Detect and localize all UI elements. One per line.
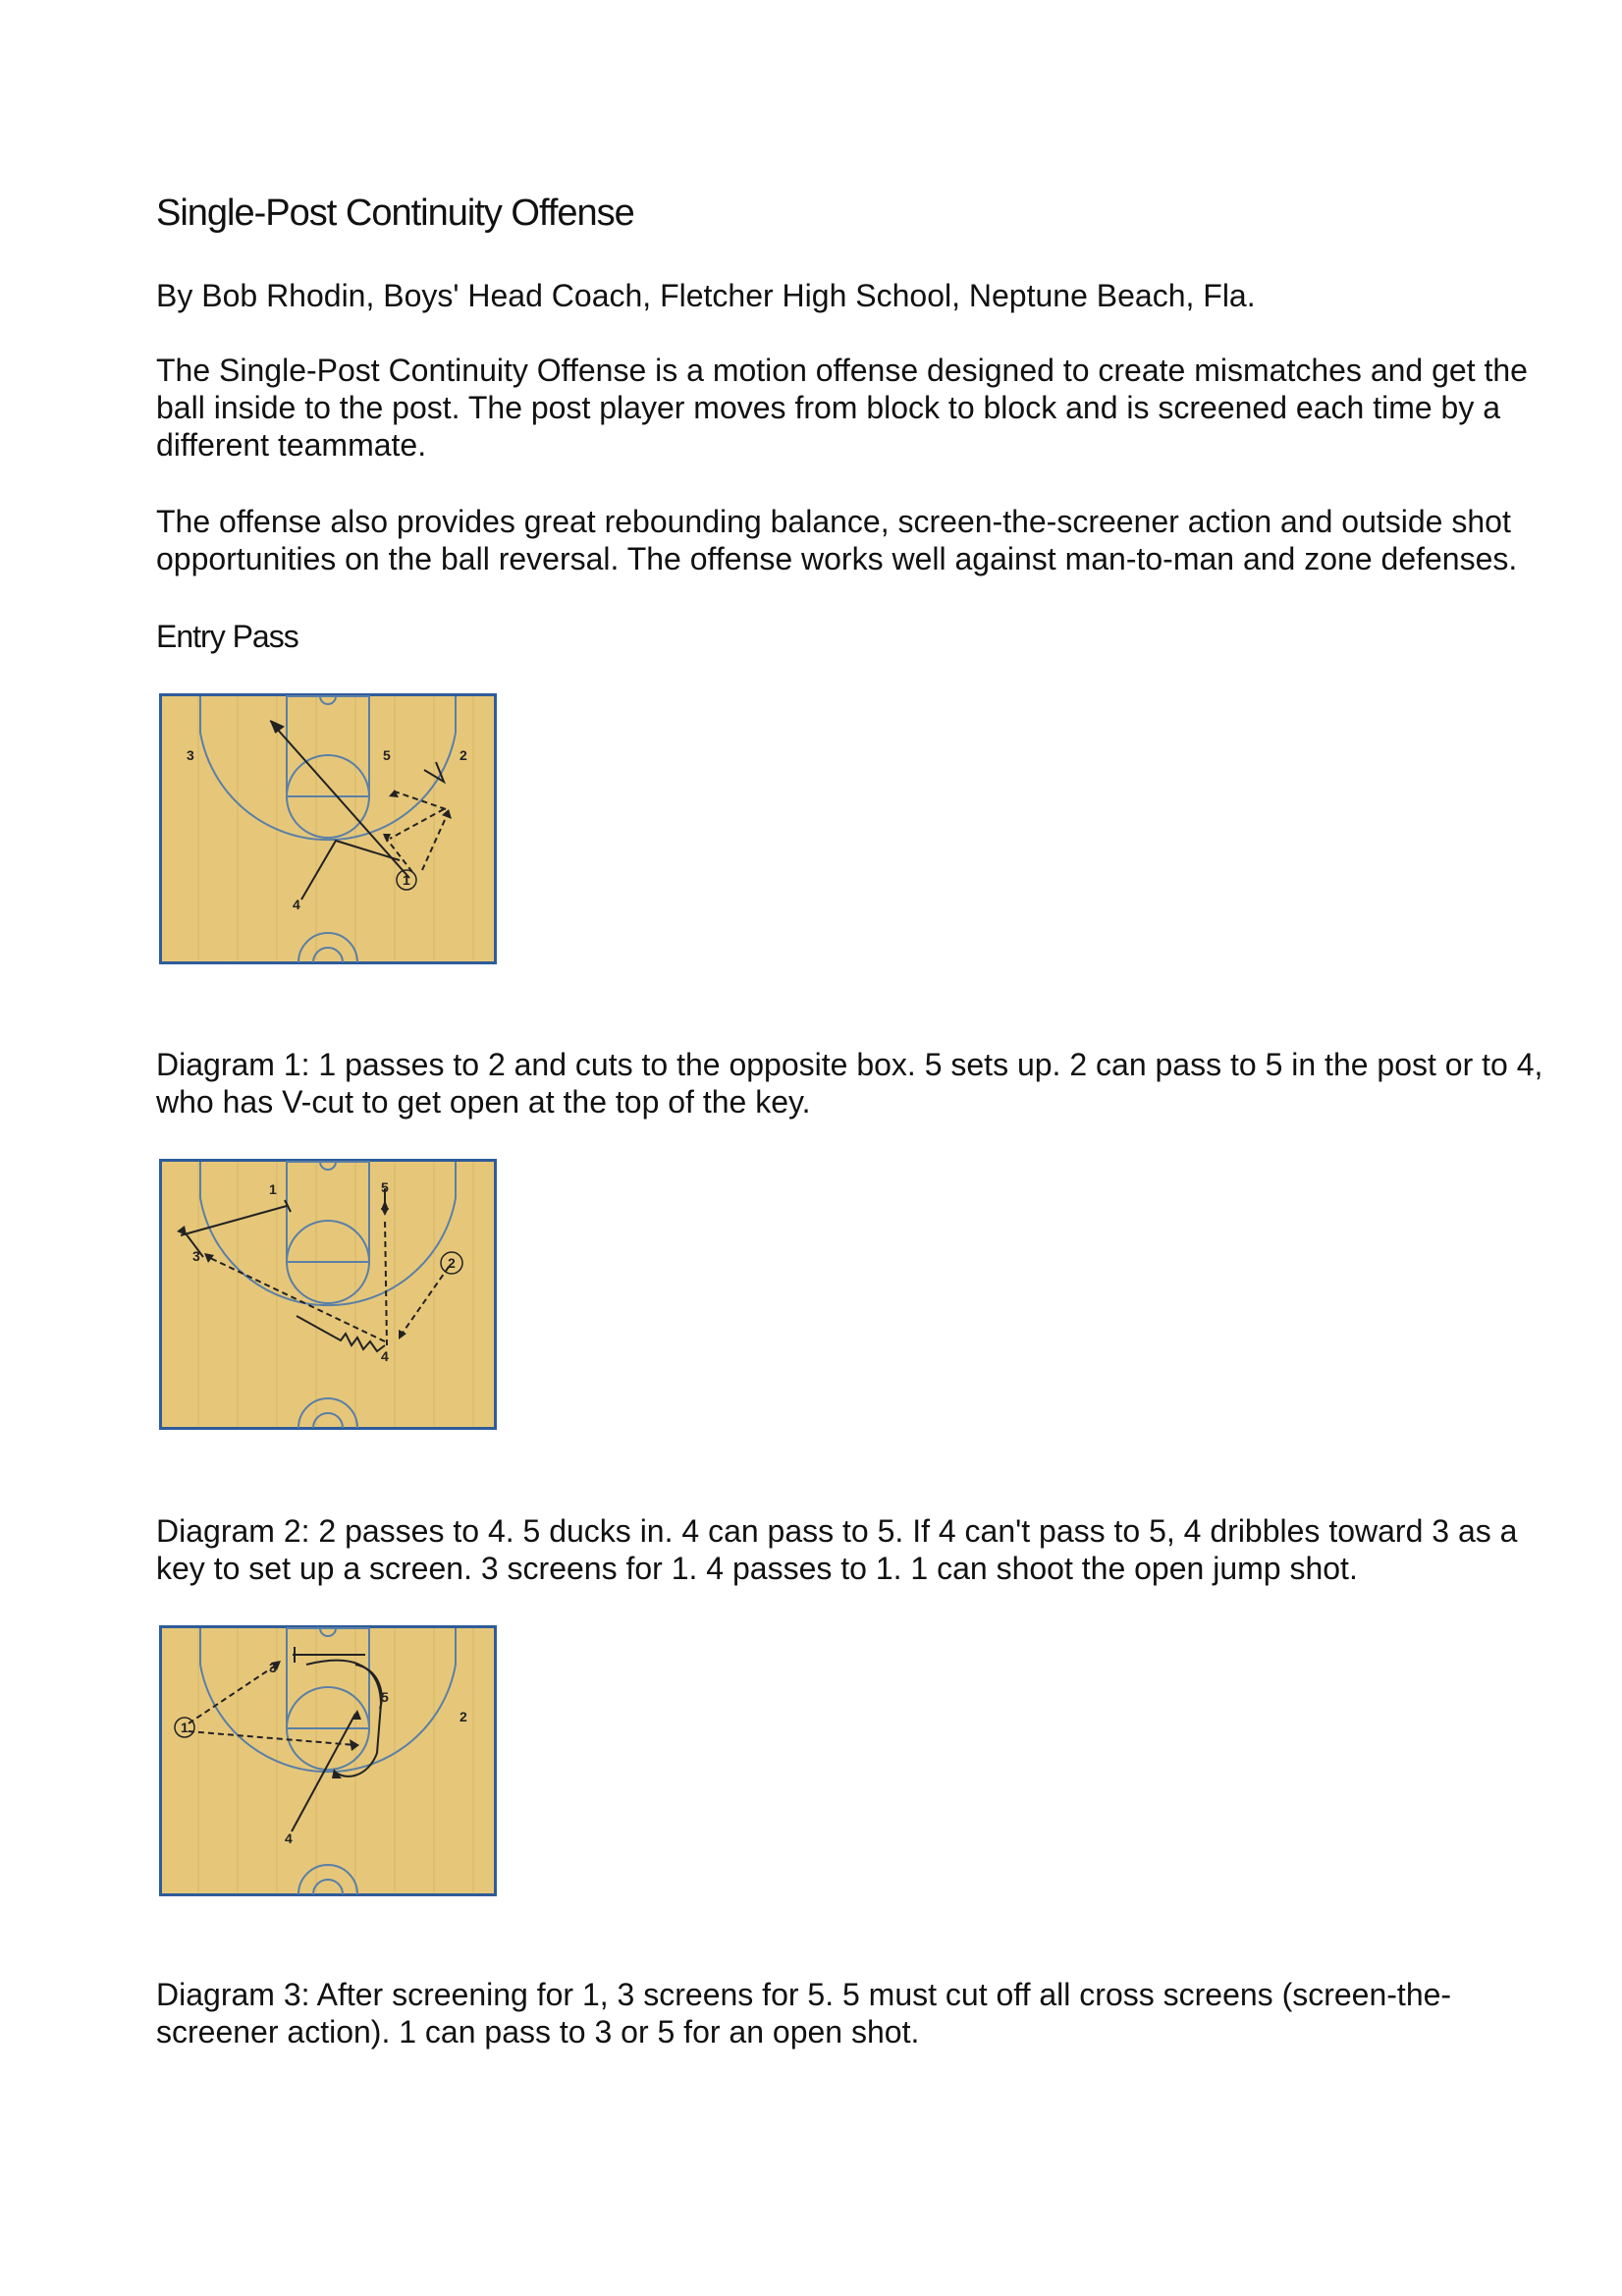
diagram-3-player-label: 3 — [269, 1660, 277, 1675]
diagram-1-player-label: 2 — [460, 747, 467, 763]
diagram-2-caption — [156, 1512, 1550, 1587]
diagram-1-player-label: 4 — [293, 897, 300, 912]
diagram-1-caption — [156, 1046, 1550, 1121]
diagram-2-player-label: 2 — [448, 1255, 456, 1271]
diagram-1-image — [159, 693, 497, 964]
intro-paragraph-2-text: The offense also provides great rebounding balance, screen-the-screener action and outside shot opportunities on the ball reversal. The offense works well against man-to-man and zone defenses. — [156, 504, 1518, 576]
diagram-3-player-label: 4 — [285, 1831, 293, 1846]
diagram-1-court — [159, 693, 497, 964]
byline — [156, 277, 1550, 314]
diagram-3-court — [159, 1625, 497, 1896]
diagram-2-caption-text: Diagram 2: 2 passes to 4. 5 ducks in. 4 can pass to 5. If 4 can't pass to 5, 4 dribbles toward 3 as a key to set up a screen. 3 screens for 1. 4 passes to 1. 1 can shoot the open jump shot. — [156, 1513, 1518, 1586]
diagram-2-player-label: 3 — [192, 1248, 200, 1264]
diagram-2-player-label: 4 — [381, 1348, 389, 1364]
section-heading-entry-pass: Entry Pass — [156, 619, 298, 654]
diagram-2-player-label: 5 — [381, 1179, 389, 1195]
diagram-1-player-label: 3 — [187, 747, 194, 763]
diagram-3-player-label: 2 — [460, 1709, 467, 1724]
intro-paragraph-1-text: The Single-Post Continuity Offense is a motion offense designed to create mismatches and get the ball inside to the post. The post player moves from block to block and is screened each time by a different teammate. — [156, 353, 1528, 463]
diagram-3-player-label: 1 — [181, 1720, 189, 1735]
diagram-1-player-label: 5 — [383, 747, 391, 763]
byline-text: By Bob Rhodin, Boys' Head Coach, Fletcher High School, Neptune Beach, Fla. — [156, 278, 1256, 313]
diagram-2-player-label: 1 — [269, 1181, 277, 1197]
intro-paragraph-2 — [156, 503, 1550, 577]
diagram-3-player-label: 5 — [381, 1689, 389, 1705]
diagram-3-caption — [156, 1976, 1550, 2050]
diagram-3-image — [159, 1625, 497, 1896]
intro-paragraph-1 — [156, 352, 1550, 464]
diagram-3-caption-text: Diagram 3: After screening for 1, 3 screens for 5. 5 must cut off all cross screens (screen-the-screener action). 1 can pass to 3 or 5 for an open shot. — [156, 1977, 1452, 2050]
article-title: Single-Post Continuity Offense — [156, 192, 634, 234]
diagram-2-image — [159, 1159, 497, 1430]
diagram-2-court — [159, 1159, 497, 1430]
diagram-1-caption-text: Diagram 1: 1 passes to 2 and cuts to the opposite box. 5 sets up. 2 can pass to 5 in the post or to 4, who has V-cut to get open at the top of the key. — [156, 1047, 1543, 1120]
diagram-1-player-label: 1 — [403, 872, 410, 888]
